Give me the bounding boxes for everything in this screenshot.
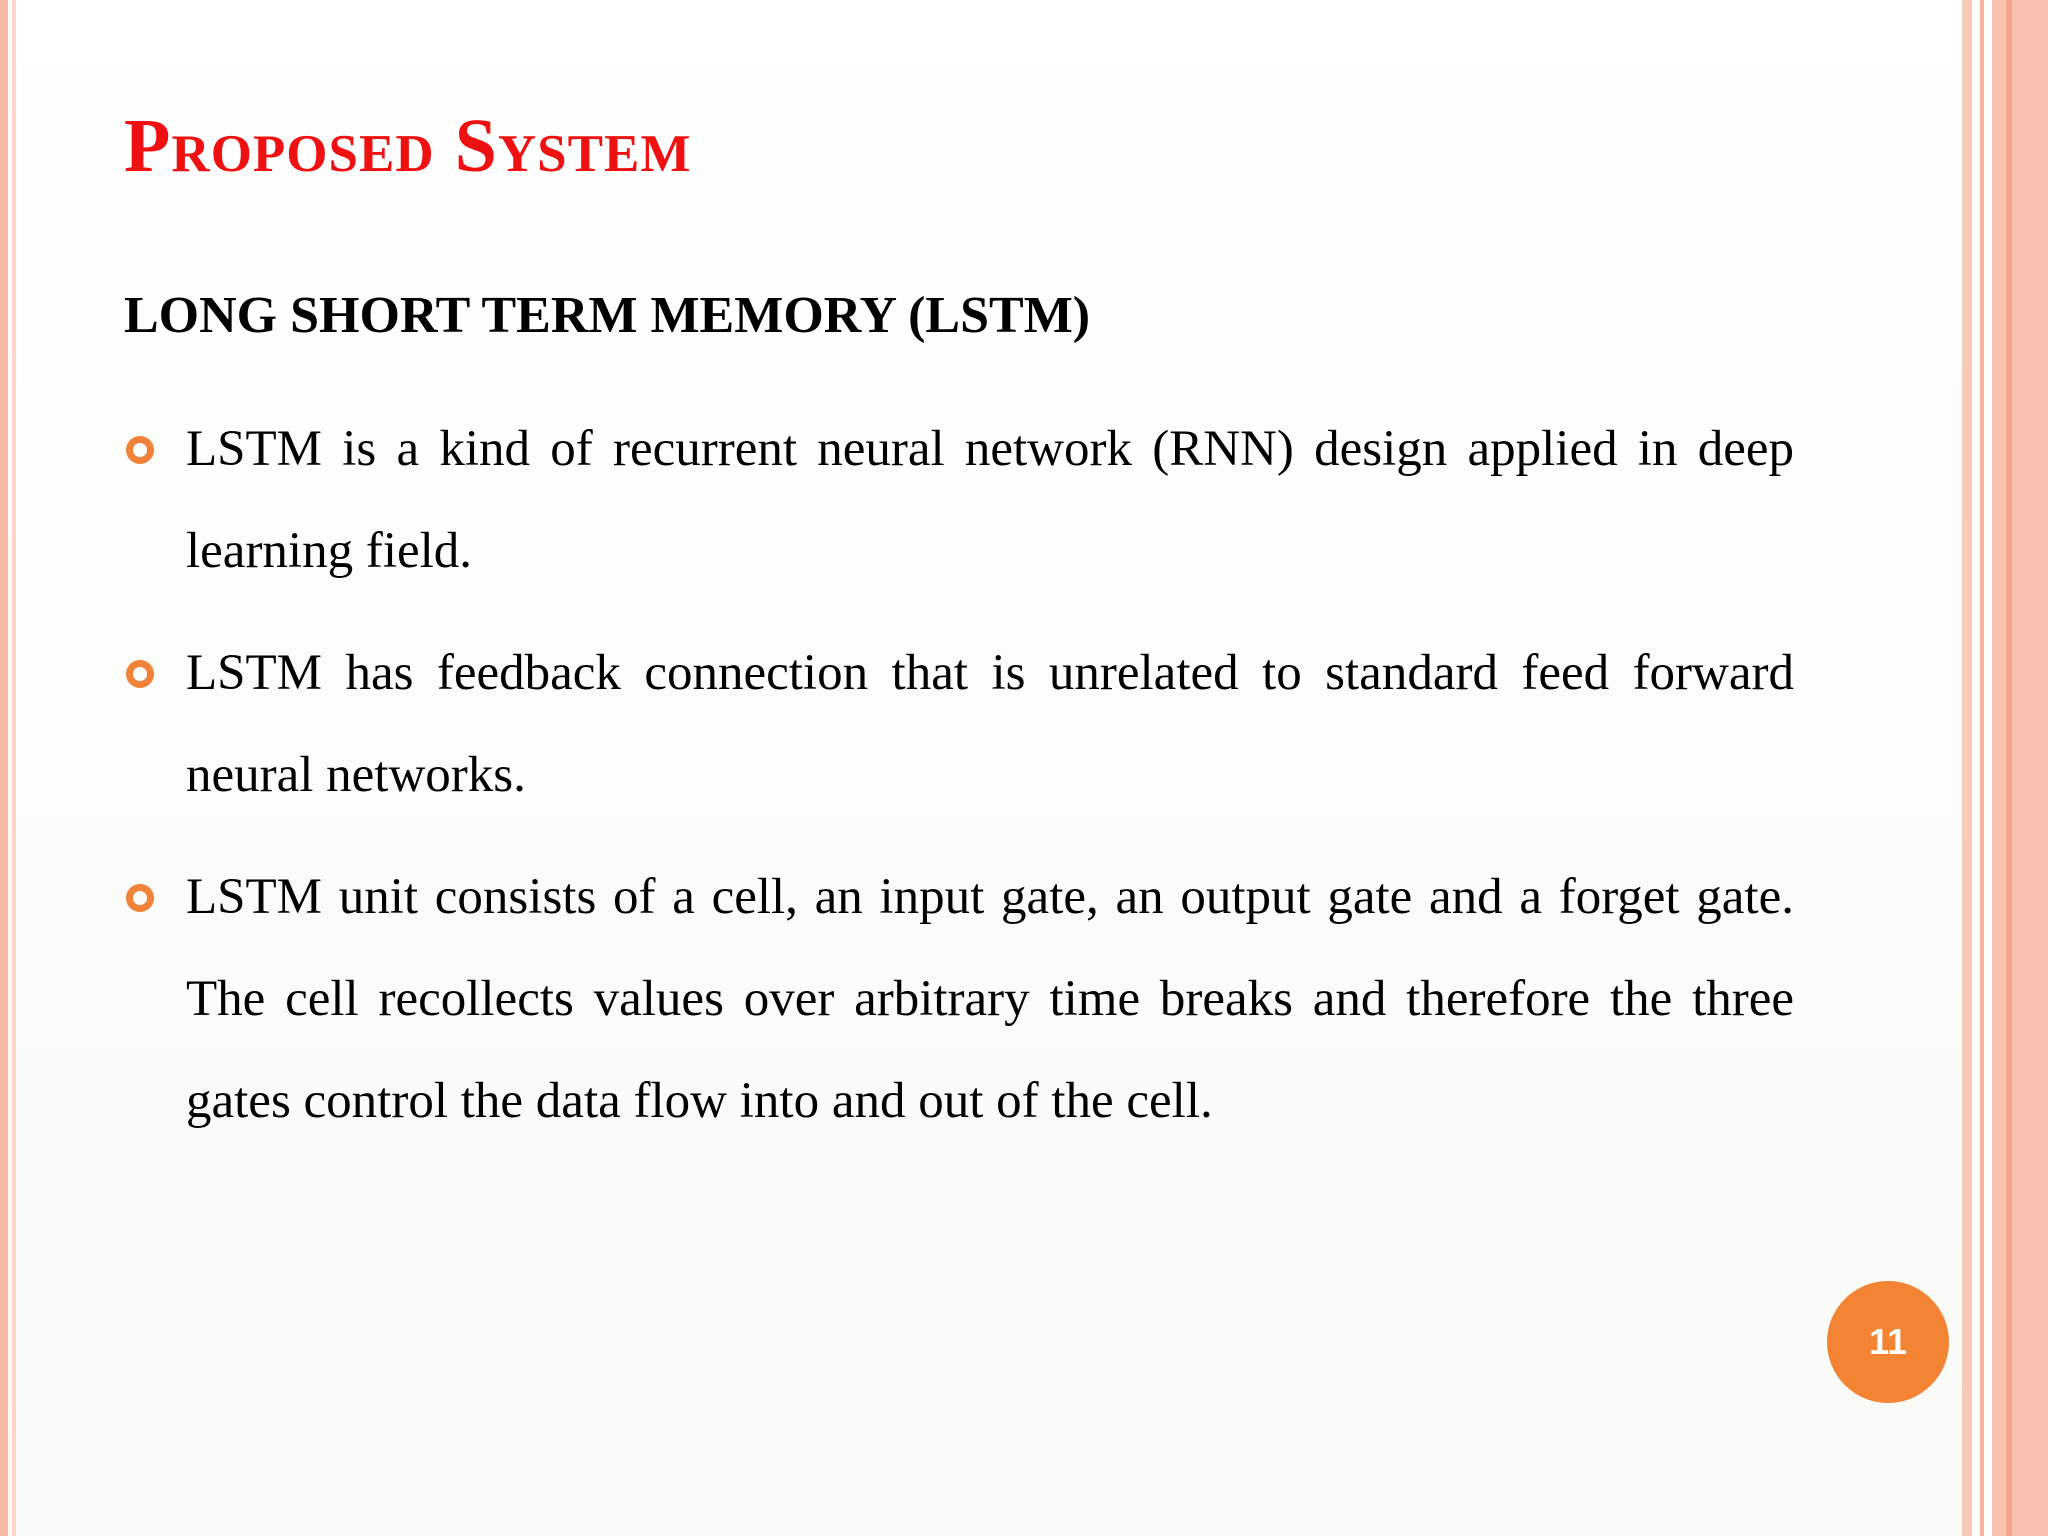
right-border-stripe-thin bbox=[1980, 0, 1984, 1536]
bullet-text: LSTM is a kind of recurrent neural network (RNN) design applied in deep learning field. bbox=[186, 421, 1794, 579]
right-border-stripe-dark bbox=[2006, 0, 2012, 1536]
left-border-stripe bbox=[0, 0, 8, 1536]
ring-bullet-icon bbox=[126, 884, 154, 912]
bullet-text: LSTM unit consists of a cell, an input gate, an output gate and a forget gate. The cell recollects values over arbitrary time breaks and therefore the three gates control the data flow into and out of the cell. bbox=[186, 869, 1794, 1129]
bullet-list bbox=[124, 398, 1794, 1172]
right-border-stripe bbox=[1962, 0, 1972, 1536]
bullet-item bbox=[124, 398, 1794, 602]
ring-bullet-icon bbox=[126, 660, 154, 688]
bullet-item bbox=[124, 846, 1794, 1152]
right-border-stripe-wide bbox=[1992, 0, 2048, 1536]
section-heading: LONG SHORT TERM MEMORY (LSTM) bbox=[124, 287, 1091, 344]
left-border-stripe-thin bbox=[12, 0, 16, 1536]
bullet-text: LSTM has feedback connection that is unrelated to standard feed forward neural networks. bbox=[186, 645, 1794, 803]
slide-title: Proposed System bbox=[124, 104, 692, 188]
bullet-item bbox=[124, 622, 1794, 826]
ring-bullet-icon bbox=[126, 436, 154, 464]
page-number-badge bbox=[1827, 1281, 1949, 1403]
page-number: 11 bbox=[1868, 1321, 1908, 1362]
